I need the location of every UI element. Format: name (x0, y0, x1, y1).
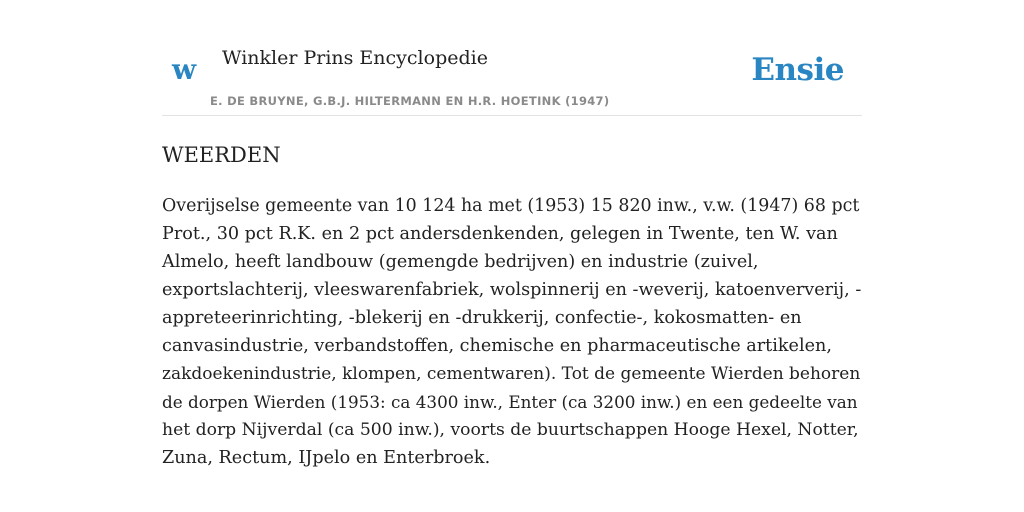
entry-line: exportslachterij, vleeswarenfabriek, wolspinnerij en -weverij, katoenververij, - (162, 280, 862, 300)
page-header (162, 40, 862, 116)
entry-line: appreteerinrichting, -blekerij en -drukkerij, confectie-, kokosmatten- en (162, 308, 802, 328)
publication-authors: E. DE BRUYNE, G.B.J. HILTERMANN EN H.R. HOETINK (1947) (210, 94, 610, 108)
entry-line: Zuna, Rectum, IJpelo en Enterbroek. (162, 448, 491, 468)
entry-line: Overijselse gemeente van 10 124 ha met (1953) 15 820 inw., v.w. (1947) 68 pct (162, 196, 860, 216)
entry-line: zakdoekenindustrie, klompen, cementwaren). Tot de gemeente Wierden behoren (162, 364, 861, 384)
entry-line: Almelo, heeft landbouw (gemengde bedrijven) en industrie (zuivel, (162, 252, 759, 272)
publication-title[interactable]: Winkler Prins Encyclopedie (222, 47, 488, 69)
entry-line: Prot., 30 pct R.K. en 2 pct andersdenkenden, gelegen in Twente, ten W. van (162, 224, 838, 244)
entry-body (162, 192, 862, 472)
publication-logo[interactable]: w (172, 53, 197, 86)
entry-line: het dorp Nijverdal (ca 500 inw.), voorts de buurtschappen Hooge Hexel, Notter, (162, 420, 859, 440)
ensie-logo-link[interactable]: Ensie (751, 52, 844, 88)
entry-line: canvasindustrie, verbandstoffen, chemische en pharmaceutische artikelen, (162, 336, 832, 356)
entry-line: de dorpen Wierden (1953: ca 4300 inw., Enter (ca 3200 inw.) en een gedeelte van (162, 392, 858, 412)
entry-title: WEERDEN (162, 143, 281, 167)
